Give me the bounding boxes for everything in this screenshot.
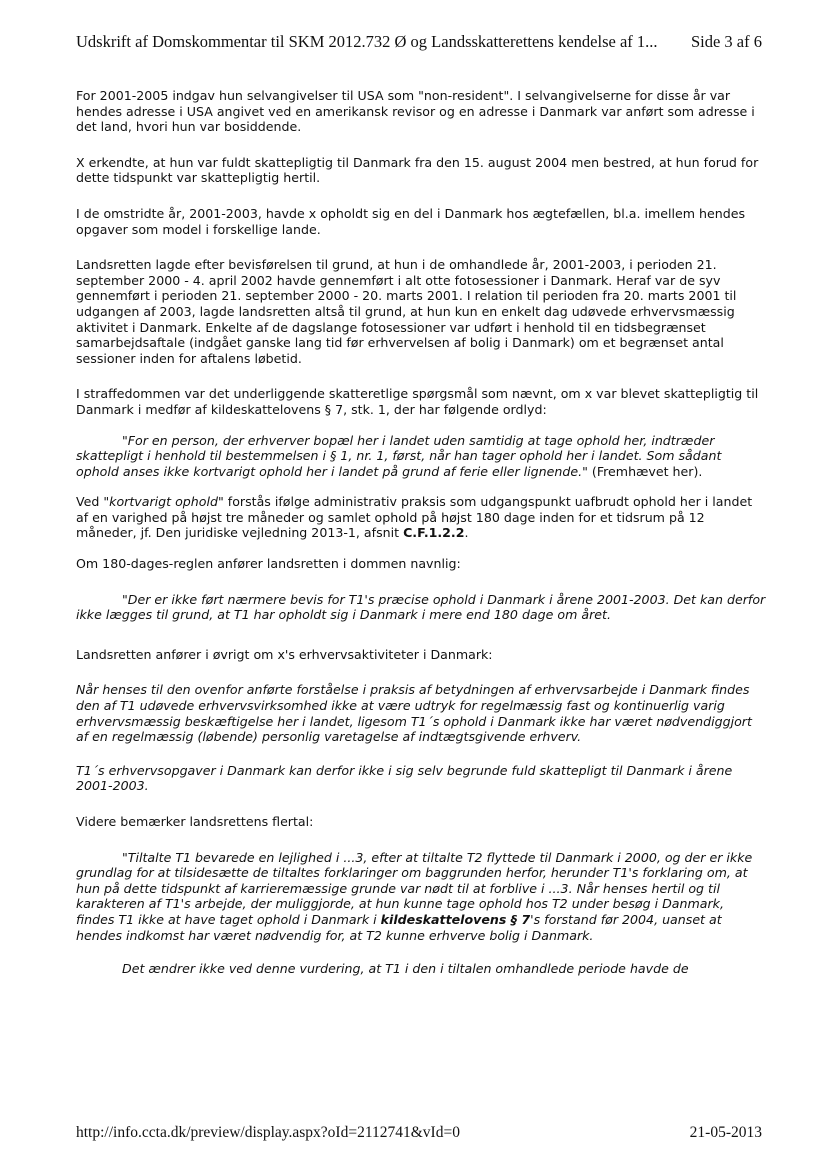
- paragraph-business-intro: Landsretten anfører i øvrigt om x's erhvervsaktiviteter i Danmark:: [76, 646, 493, 662]
- short-stay-text-2: forstås ifølge administrativ praksis som udgangspunkt uafbrudt ophold her i landet af en varighed på højst tre måneder og samlet ophold på højst 180 dage inden for et tidsrum på 12 måneder, jf. Den juridiske vejledning 2013-1, afsnit: [76, 494, 753, 541]
- quote-no-full-liability: T1´s erhvervsopgaver i Danmark kan derfor ikke i sig selv begrunde fuld skattepligt til Danmark i årene 2001-2003.: [76, 762, 733, 794]
- paragraph-admission: X erkendte, at hun var fuldt skattepligtig til Danmark fra den 15. august 2004 men bestred, at hun forud for dette tidspunkt var skattepligtig hertil.: [76, 154, 759, 186]
- quote-180-days: "Der er ikke ført nærmere bevis for T1's præcise ophold i Danmark i årene 2001-2003. Det kan derfor ikke lægges til grund, at T1 har opholdt sig i Danmark i mere end 180 dage om året.: [76, 591, 766, 623]
- paragraph-disputed-years: I de omstridte år, 2001-2003, havde x opholdt sig en del i Danmark hos ægtefællen, bl.a. imellem hendes opgaver som model i forskellige lande.: [76, 205, 746, 237]
- majority-text-1: "Tiltalte T1 bevarede en lejlighed i ...3, efter at tiltalte T2 flyttede til Danmark i 2000, og der er ikke grundlag for at tilsidesætte de tiltaltes forklaringer om baggrunden herfor, herunder T1's forklaring om, at hun på dette tidspunkt af karrieremæssige grunde var nødt til at forblive i ...3. Når henses hertil og til karakteren af T1's arbejde, der muliggjorde, at hun kunne tage ophold hos T2 under besøg i Danmark, findes T1 ikke at have taget ophold i Danmark i: [76, 849, 753, 927]
- quote-continuation: Det ændrer ikke ved denne vurdering, at T1 i den i tiltalen omhandlede periode havde de: [122, 961, 689, 977]
- print-date: 21-05-2013: [689, 1124, 762, 1141]
- quote-law-text: [76, 433, 766, 480]
- document-body: [76, 88, 766, 992]
- paragraph-majority-intro: Videre bemærker landsrettens flertal:: [76, 814, 314, 829]
- law-reference: kildeskattelovens § 7: [380, 911, 531, 927]
- short-stay-term: "kortvarigt ophold": [103, 494, 224, 510]
- emphasis-note: (Fremhævet her).: [587, 463, 703, 479]
- guideline-reference: C.F.1.2.2: [403, 525, 465, 541]
- short-stay-text-1: Ved: [76, 494, 104, 510]
- paragraph-short-stay: [76, 494, 766, 541]
- paragraph-180-day-intro: Om 180-dages-reglen anfører landsretten i dommen navnlig:: [76, 556, 461, 572]
- paragraph-photo-sessions: Landsretten lagde efter bevisførelsen til grund, at hun i de omhandlede år, 2001-2003, i perioden 21. september 2000 - 4. april 2002 havde gennemført i alt otte fotosessioner i Danmark. Heraf var de syv gennemført i perioden 21. september 2000 - 20. marts 2001. I relation til perioden fra 20. marts 2001 til udgangen af 2003, lagde landsretten altså til grund, at hun kun en enkelt dag udøvede erhvervsmæssig aktivitet i Danmark. Enkelte af de dagslange fotosessioner var udført i henhold til en tidsbegrænset samarbejdsaftale (indgået ganske lang tid før erhvervelsen af bolig i Danmark) om et begrænset antal sessioner inden for aftalens løbetid.: [76, 257, 737, 366]
- quote-majority: [76, 850, 766, 944]
- source-url: http://info.ccta.dk/preview/display.aspx?oId=2112741&vId=0: [76, 1124, 460, 1141]
- paragraph-tax-returns: For 2001-2005 indgav hun selvangivelser til USA som "non-resident". I selvangivelserne for disse år var hendes adresse i USA angivet ved en amerikansk revisor og en adresse i Danmark var anført som adresse i det land, hvori hun var bosiddende.: [76, 88, 755, 135]
- law-quote: "For en person, der erhverver bopæl her i landet uden samtidig at tage ophold her, indtræder skattepligt i henhold til bestemmelsen i § 1, nr. 1, først, når han tager ophold her i landet. Som sådant ophold anses ikke kortvarigt ophold her i landet på grund af ferie eller lignende.": [76, 432, 722, 479]
- quote-business-activity: Når henses til den ovenfor anførte forståelse i praksis af betydningen af erhvervsarbejde i Danmark findes den af T1 udøvede erhvervsvirksomhed ikke at være udtryk for regelmæssig fast og kontinuerlig varig erhvervsmæssig beskæftigelse her i landet, ligesom T1´s ophold i Danmark ikke har været nødvendiggjort af en regelmæssig (løbende) personlig varetagelse af indtægtsgivende erhverv.: [76, 682, 752, 745]
- page-number: Side 3 af 6: [690, 32, 762, 51]
- document-title: Udskrift af Domskommentar til SKM 2012.732 Ø og Landsskatterettens kendelse af 1...: [76, 32, 658, 51]
- short-stay-end: .: [464, 525, 469, 541]
- paragraph-tax-question: I straffedommen var det underliggende skatteretlige spørgsmål som nævnt, om x var blevet skattepligtig til Danmark i medfør af kildeskattelovens § 7, stk. 1, der har følgende ordlyd:: [76, 386, 759, 417]
- majority-text-2: 's forstand før 2004, uanset at hendes indkomst har været nødvendig for, at T2 kunne erhverve bolig i Danmark.: [76, 911, 722, 943]
